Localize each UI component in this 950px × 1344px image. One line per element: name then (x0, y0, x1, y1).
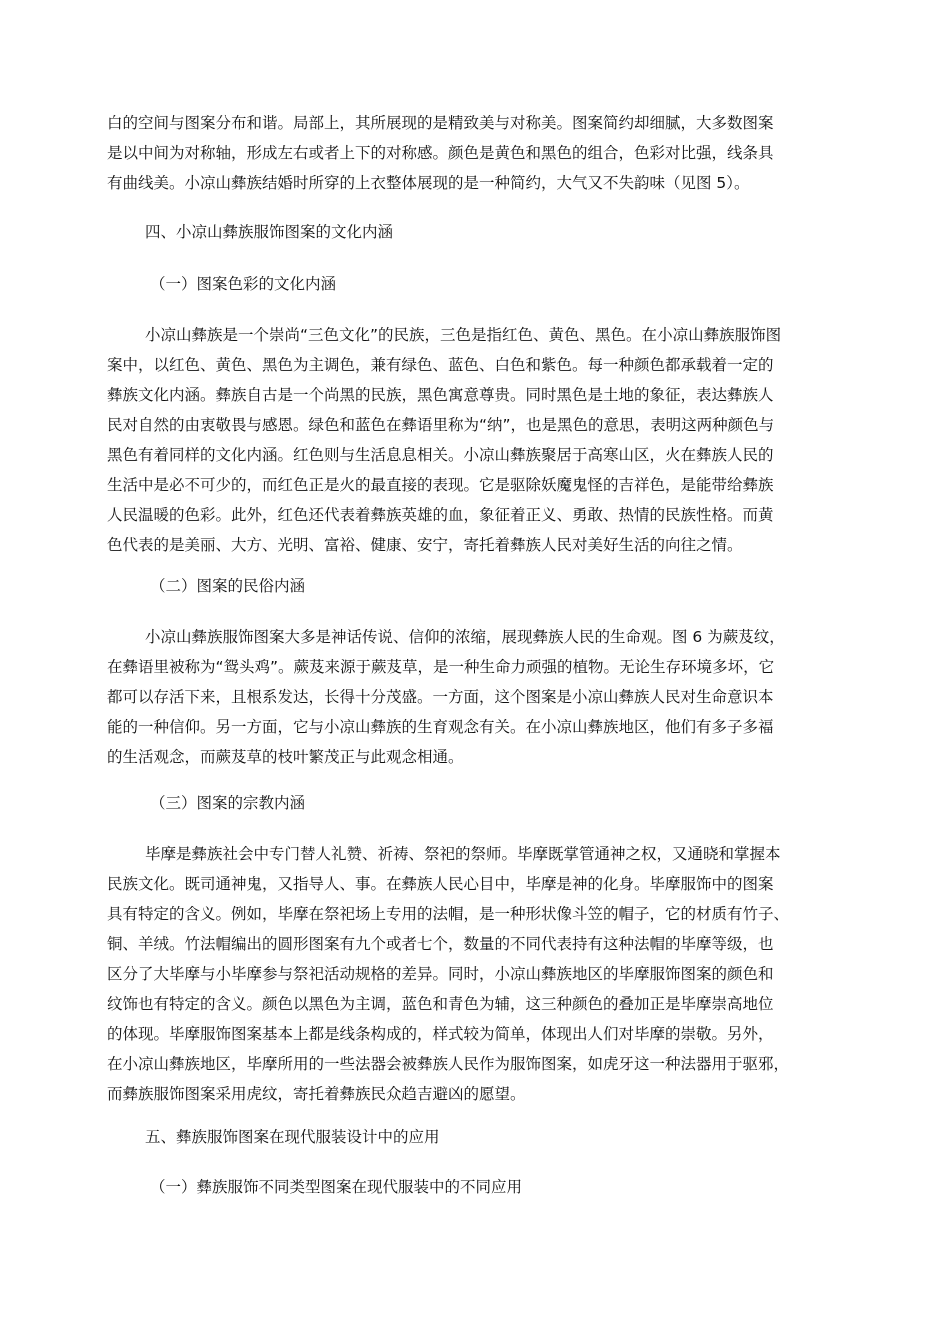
text-line: 白的空间与图案分布和谐。局部上，其所展现的是精致美与对称美。图案简约却细腻，大多数图案 (107, 114, 774, 132)
text-line: 的生活观念，而蕨芨草的枝叶繁茂正与此观念相通。 (107, 748, 464, 766)
text-line: 在彝语里被称为“鸳头鸡”。蕨芨来源于蕨芨草，是一种生命力顽强的植物。无论生存环境多坏，它 (107, 658, 775, 676)
text-line: 区分了大毕摩与小毕摩参与祭祀活动规格的差异。同时，小凉山彝族地区的毕摩服饰图案的颜色和 (107, 965, 774, 983)
text-line: 都可以存活下来，且根系发达，长得十分茂盛。一方面，这个图案是小凉山彝族人民对生命意识本 (107, 688, 774, 706)
paragraph-folk-custom (107, 622, 847, 772)
subsection-heading-4-1: （一）图案色彩的文化内涵 (150, 275, 337, 293)
text-line: 人民温暖的色彩。此外，红色还代表着彝族英雄的血，象征着正义、勇敢、热情的民族性格。而黄 (107, 506, 774, 524)
text-line: 彝族文化内涵。彝族自古是一个尚黑的民族，黑色寓意尊贵。同时黑色是土地的象征，表达彝族人 (107, 386, 774, 404)
text-line: 而彝族服饰图案采用虎纹，寄托着彝族民众趋吉避凶的愿望。 (107, 1085, 526, 1103)
paragraph-religion (107, 839, 847, 1109)
text-line: 民族文化。既司通神鬼，又指导人、事。在彝族人民心目中，毕摩是神的化身。毕摩服饰中的图案 (107, 875, 774, 893)
text-line: 色代表的是美丽、大方、光明、富裕、健康、安宁，寄托着彝族人民对美好生活的向往之情。 (107, 536, 743, 554)
text-line: 小凉山彝族是一个崇尚“三色文化”的民族，三色是指红色、黄色、黑色。在小凉山彝族服饰图 (145, 326, 782, 344)
subsection-heading-4-2: （二）图案的民俗内涵 (150, 577, 306, 595)
subsection-heading-4-3: （三）图案的宗教内涵 (150, 794, 306, 812)
text-line: 具有特定的含义。例如，毕摩在祭祀场上专用的法帽，是一种形状像斗笠的帽子，它的材质有竹子、 (107, 905, 790, 923)
section-heading-5: 五、彝族服饰图案在现代服装设计中的应用 (145, 1128, 440, 1146)
subsection-heading-5-1: （一）彝族服饰不同类型图案在现代服装中的不同应用 (150, 1178, 523, 1196)
section-heading-4: 四、小凉山彝族服饰图案的文化内涵 (145, 223, 394, 241)
text-line: 能的一种信仰。另一方面，它与小凉山彝族的生育观念有关。在小凉山彝族地区，他们有多子多福 (107, 718, 774, 736)
text-line: 纹饰也有特定的含义。颜色以黑色为主调，蓝色和青色为辅，这三种颜色的叠加正是毕摩崇高地位 (107, 995, 774, 1013)
text-line: 在小凉山彝族地区，毕摩所用的一些法器会被彝族人民作为服饰图案，如虎牙这一种法器用于驱邪， (107, 1055, 790, 1073)
text-line: 案中，以红色、黄色、黑色为主调色，兼有绿色、蓝色、白色和紫色。每一种颜色都承载着一定的 (107, 356, 774, 374)
text-line: 民对自然的由衷敬畏与感恩。绿色和蓝色在彝语里称为“纳”，也是黑色的意思，表明这两种颜色与 (107, 416, 775, 434)
paragraph-pattern-aesthetics (107, 108, 847, 198)
text-line: 铜、羊绒。竹法帽编出的圆形图案有九个或者七个，数量的不同代表持有这种法帽的毕摩等级，也 (107, 935, 774, 953)
text-line: 黑色有着同样的文化内涵。红色则与生活息息相关。小凉山彝族聚居于高寒山区，火在彝族人民的 (107, 446, 774, 464)
paragraph-color-culture (107, 320, 847, 560)
text-line: 的体现。毕摩服饰图案基本上都是线条构成的，样式较为简单，体现出人们对毕摩的崇敬。另外， (107, 1025, 774, 1043)
text-line: 生活中是必不可少的，而红色正是火的最直接的表现。它是驱除妖魔鬼怪的吉祥色，是能带给彝族 (107, 476, 774, 494)
text-line: 有曲线美。小凉山彝族结婚时所穿的上衣整体展现的是一种简约，大气又不失韵味（见图 5）。 (107, 174, 750, 192)
text-line: 小凉山彝族服饰图案大多是神话传说、信仰的浓缩，展现彝族人民的生命观。图 6 为蕨芨纹， (145, 628, 785, 646)
text-line: 毕摩是彝族社会中专门替人礼赞、祈祷、祭祀的祭师。毕摩既掌管通神之权，又通晓和掌握本 (145, 845, 781, 863)
text-line: 是以中间为对称轴，形成左右或者上下的对称感。颜色是黄色和黑色的组合，色彩对比强，线条具 (107, 144, 774, 162)
